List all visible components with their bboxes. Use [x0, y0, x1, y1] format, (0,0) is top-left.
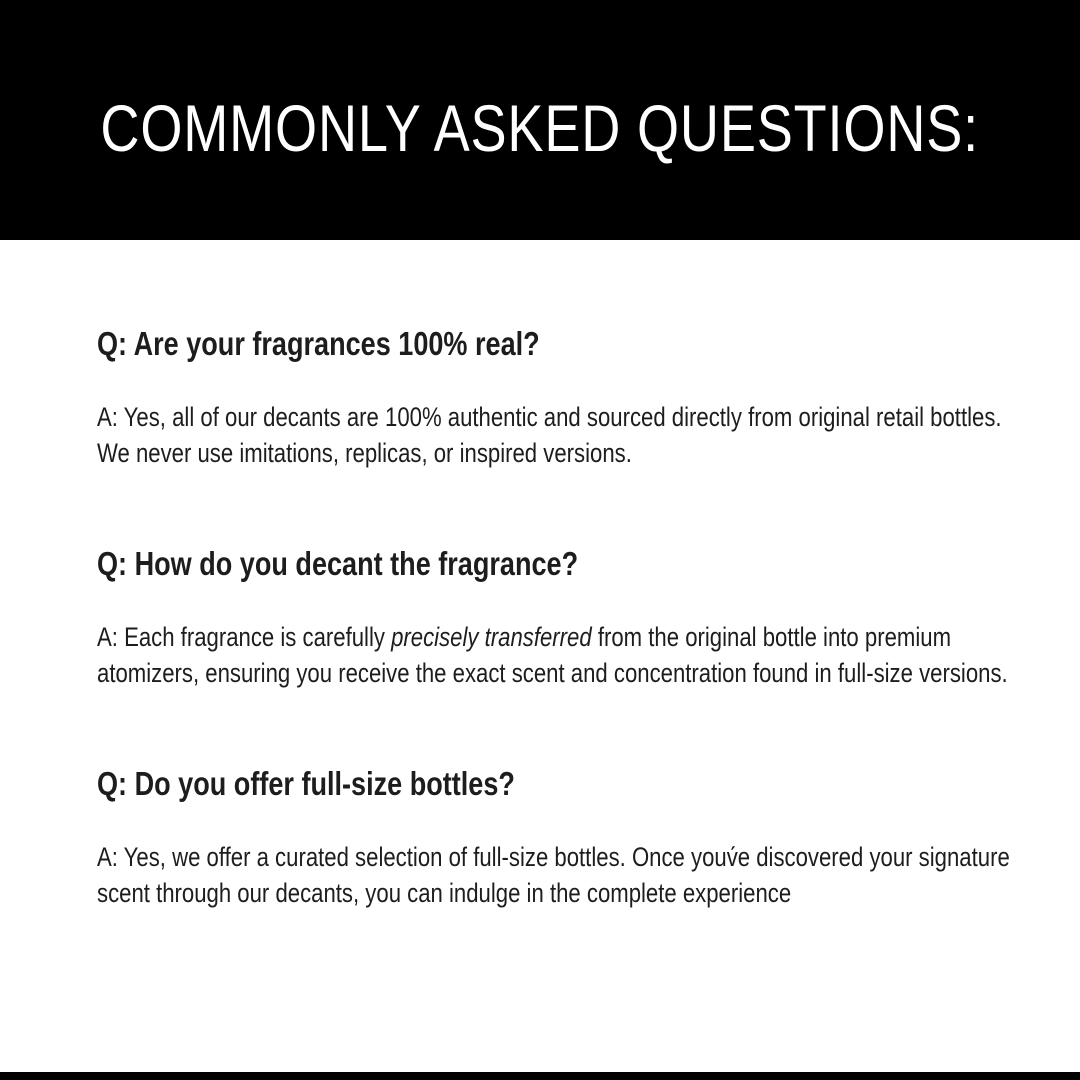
answer-decanting	[97, 619, 1010, 691]
answer-decanting-rest: from the original bottle into premium atomizers, ensuring you receive the exact scent and concentration found in full-size versions.	[97, 622, 1008, 688]
faq-item-authenticity	[97, 325, 1010, 471]
header-bar	[0, 0, 1080, 240]
answer-decanting-lead: A: Each fragrance is carefully	[97, 622, 392, 652]
answer-full-size: A: Yes, we offer a curated selection of full-size bottles. Once youv́e discovered your signature scent through our decants, you can indulge in the complete experience	[97, 842, 1010, 908]
answer-decanting-emphasis: precisely transferred	[391, 622, 592, 652]
question-full-size: Q: Do you offer full-size bottles?	[97, 765, 515, 802]
faq-item-full-size	[97, 765, 1010, 911]
footer-bar	[0, 1072, 1080, 1080]
page-title: COMMONLY ASKED QUESTIONS:	[100, 91, 980, 165]
faq-item-decanting	[97, 545, 1010, 691]
faq-list	[97, 325, 1010, 911]
question-authenticity: Q: Are your fragrances 100% real?	[97, 325, 540, 362]
answer-authenticity: A: Yes, all of our decants are 100% authentic and sourced directly from original retail bottles. We never use imitations, replicas, or inspired versions.	[97, 402, 1002, 468]
faq-content	[0, 240, 1080, 911]
question-decanting: Q: How do you decant the fragrance?	[97, 545, 579, 582]
